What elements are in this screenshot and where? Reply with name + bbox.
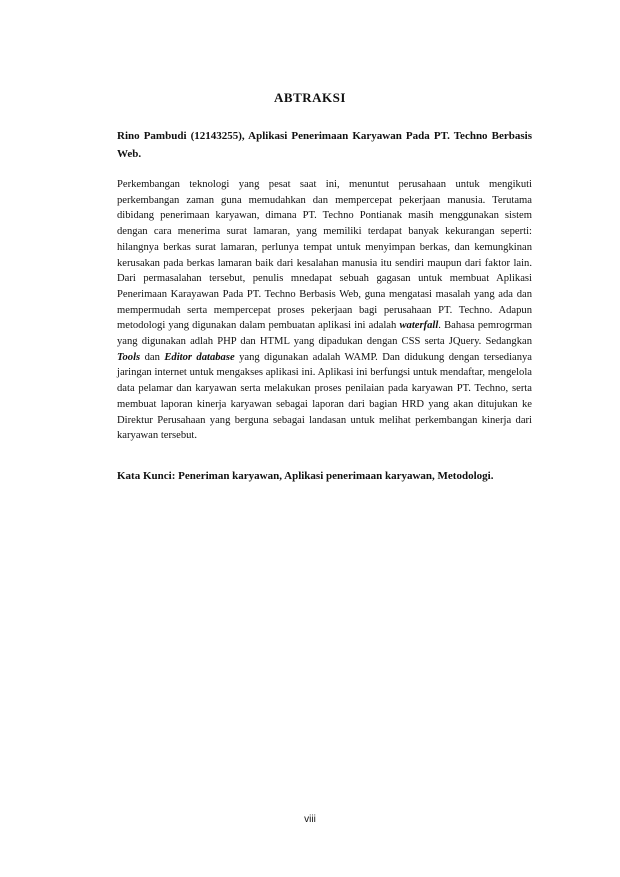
page-number: viii [304,814,316,825]
abstract-emphasis-tools: Tools [117,351,141,363]
abstract-emphasis-editor-database: Editor database [164,351,235,363]
abstract-text-part-4: yang digunakan adalah WAMP. Dan didukung dengan tersedianya jaringan internet untuk mengakses aplikasi ini. Aplikasi ini berfungsi untuk mendaftar, mengelola data pelamar dan karyawan serta melakukan proses penilaian pada karyawan PT. Techno, serta membuat laporan kinerja karyawan sebagai laporan dari bagian HRD yang akan ditujukan ke Direktur Perusahaan yang berguna sebagai landasan untuk melihat perkembangan kinerja dari karyawan tersebut. [117,351,533,442]
abstract-paragraph [117,177,532,444]
author-title-line: Rino Pambudi (12143255), Aplikasi Penerimaan Karyawan Pada PT. Techno Berbasis Web. [117,130,532,160]
abstract-emphasis-waterfall: waterfall [399,320,439,332]
abstract-text-part-1: Perkembangan teknologi yang pesat saat ini, menuntut perusahaan untuk mengikuti perkembangan zaman guna memudahkan dan mempercepat pekerjaan manusia. Terutama dibidang penerimaan karyawan, dimana PT. Techno Pontianak masih menggunakan sistem dengan cara menerima surat lamaran, yang memiliki terdapat banyak kekurangan seperti: hilangnya berkas surat lamaran, perlunya tempat untuk menyimpan berkas, dan kemungkinan kerusakan pada berkas lamaran baik dari kesalahan manusia itu sendiri maupun dari faktor lain. Dari permasalahan tersebut, penulis mnedapat sebuah gagasan untuk membuat Aplikasi Penerimaan Karayawan Pada PT. Techno Berbasis Web, guna mengatasi masalah yang ada dan mempermudah serta mempercepat proses pekerjaan bagi perusahaan PT. Techno. Adapun metodologi yang digunakan dalam pembuatan aplikasi ini adalah [117,179,532,332]
abstract-text-part-3: dan [140,351,165,363]
abstract-text-part-2: . Bahasa pemrogrman yang digunakan adlah PHP dan HTML yang dipadukan dengan CSS serta JQuery. Sedangkan [117,320,532,348]
keywords-line: Kata Kunci: Peneriman karyawan, Aplikasi penerimaan karyawan, Metodologi. [117,470,494,482]
page-title: ABTRAKSI [274,90,346,105]
abstract-body [117,177,532,444]
